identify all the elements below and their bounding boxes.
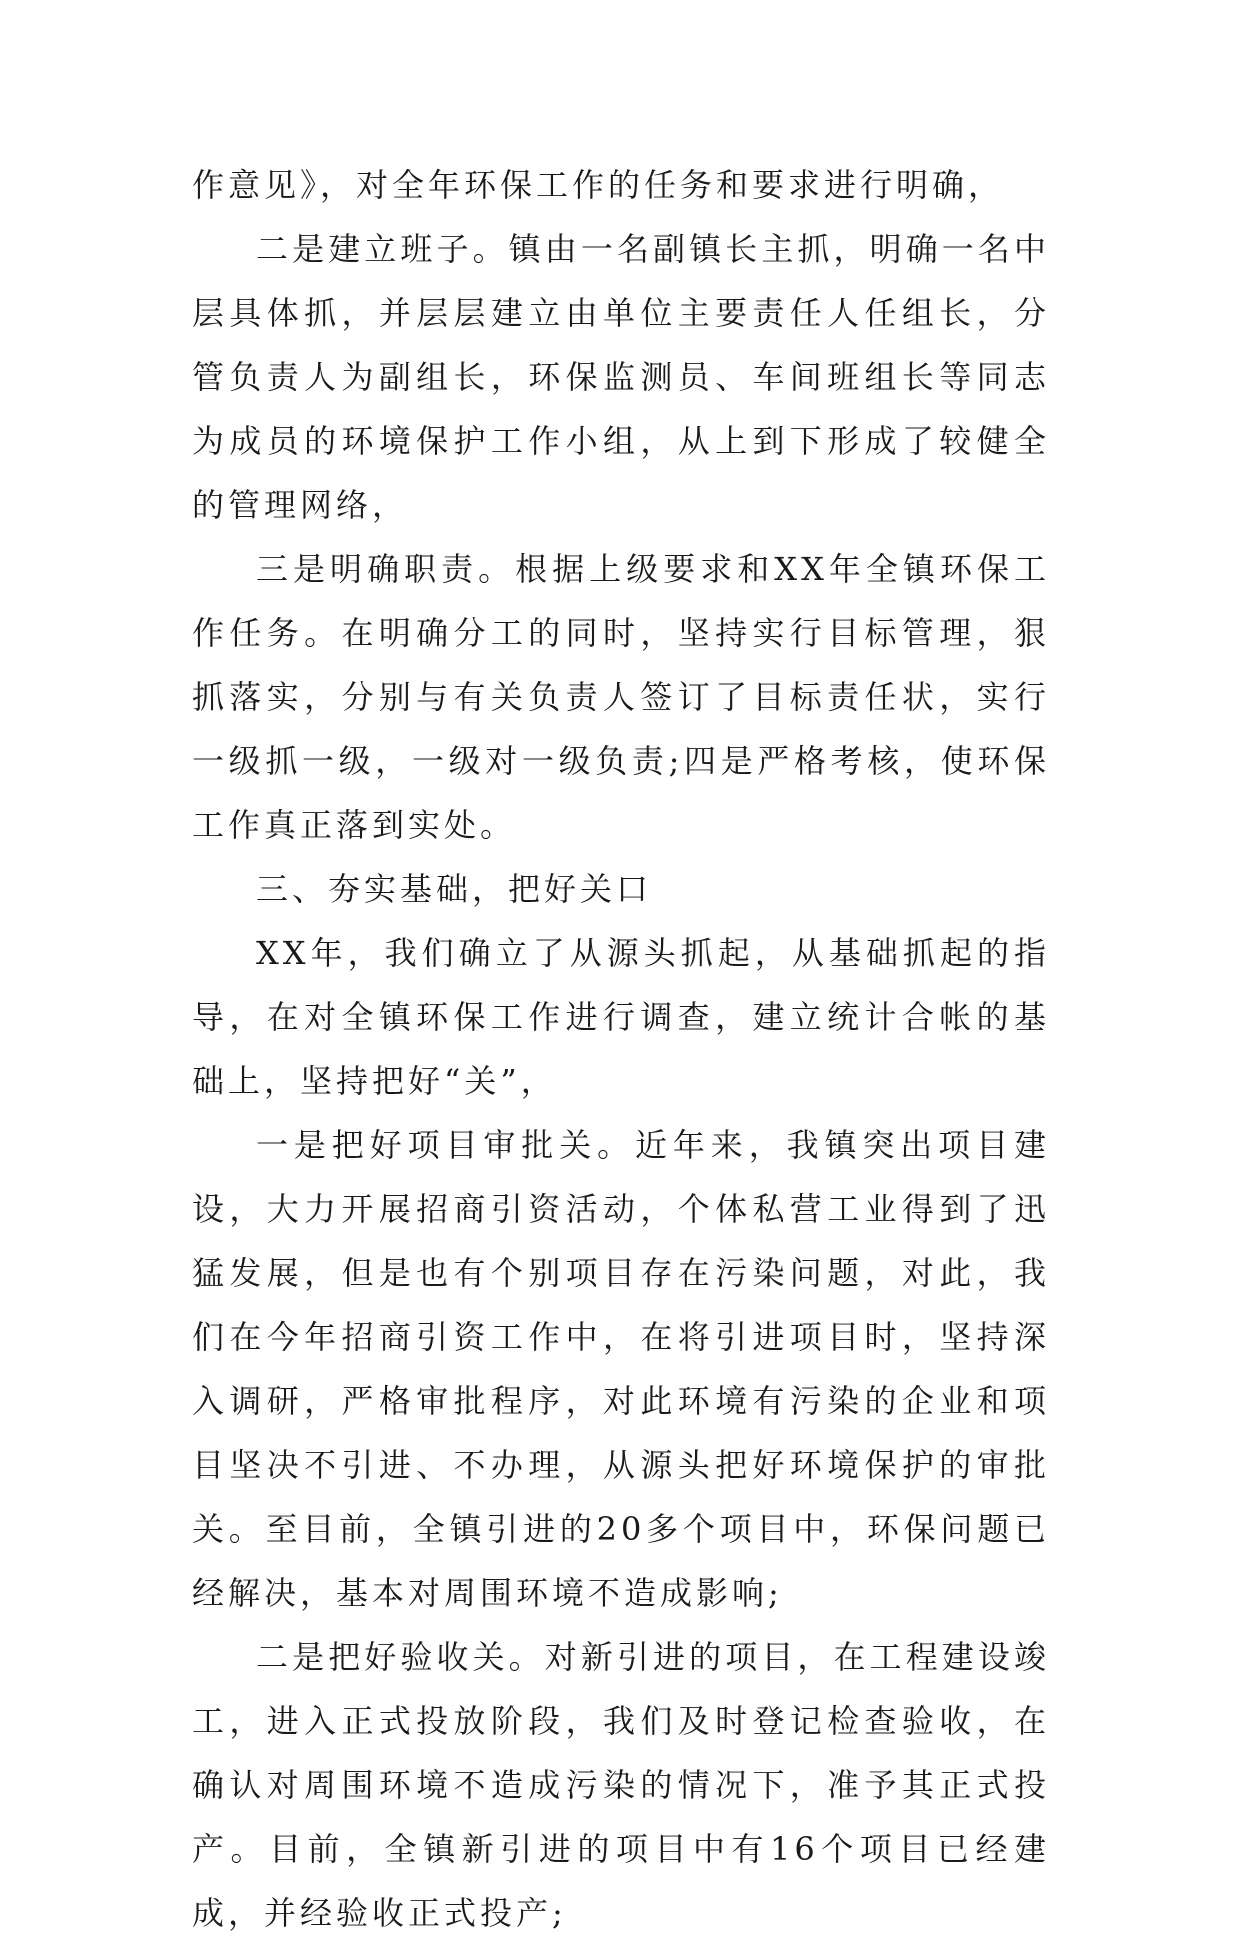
paragraph-7: 二是把好验收关。对新引进的项目，在工程建设竣工，进入正式投放阶段，我们及时登记检查验收，在确认对周围环境不造成污染的情况下，准予其正式投产。目前，全镇新引进的项目中有16个项目已经建成，并经验收正式投产; xyxy=(192,1638,1050,1932)
paragraph-1: 作意见》，对全年环保工作的任务和要求进行明确， xyxy=(192,166,1005,204)
paragraph-5: XX年，我们确立了从源头抓起，从基础抓起的指导，在对全镇环保工作进行调查，建立统计合帐的基础上，坚持把好“关”， xyxy=(192,934,1050,1100)
paragraph-3: 三是明确职责。根据上级要求和XX年全镇环保工作任务。在明确分工的同时，坚持实行目标管理，狠抓落实，分别与有关负责人签订了目标责任状，实行一级抓一级，一级对一级负责;四是严格考核，使环保工作真正落到实处。 xyxy=(192,550,1050,844)
paragraph-2: 二是建立班子。镇由一名副镇长主抓，明确一名中层具体抓，并层层建立由单位主要责任人任组长，分管负责人为副组长，环保监测员、车间班组长等同志为成员的环境保护工作小组，从上到下形成了较健全的管理网络， xyxy=(192,230,1050,524)
paragraph-6: 一是把好项目审批关。近年来，我镇突出项目建设，大力开展招商引资活动，个体私营工业得到了迅猛发展，但是也有个别项目存在污染问题，对此，我们在今年招商引资工作中，在将引进项目时，坚持深入调研，严格审批程序，对此环境有污染的企业和项目坚决不引进、不办理，从源头把好环境保护的审批关。至目前，全镇引进的20多个项目中，环保问题已经解决，基本对周围环境不造成影响; xyxy=(192,1126,1050,1612)
document-page xyxy=(192,153,1050,1945)
section-heading: 三、夯实基础，把好关口 xyxy=(256,870,653,908)
